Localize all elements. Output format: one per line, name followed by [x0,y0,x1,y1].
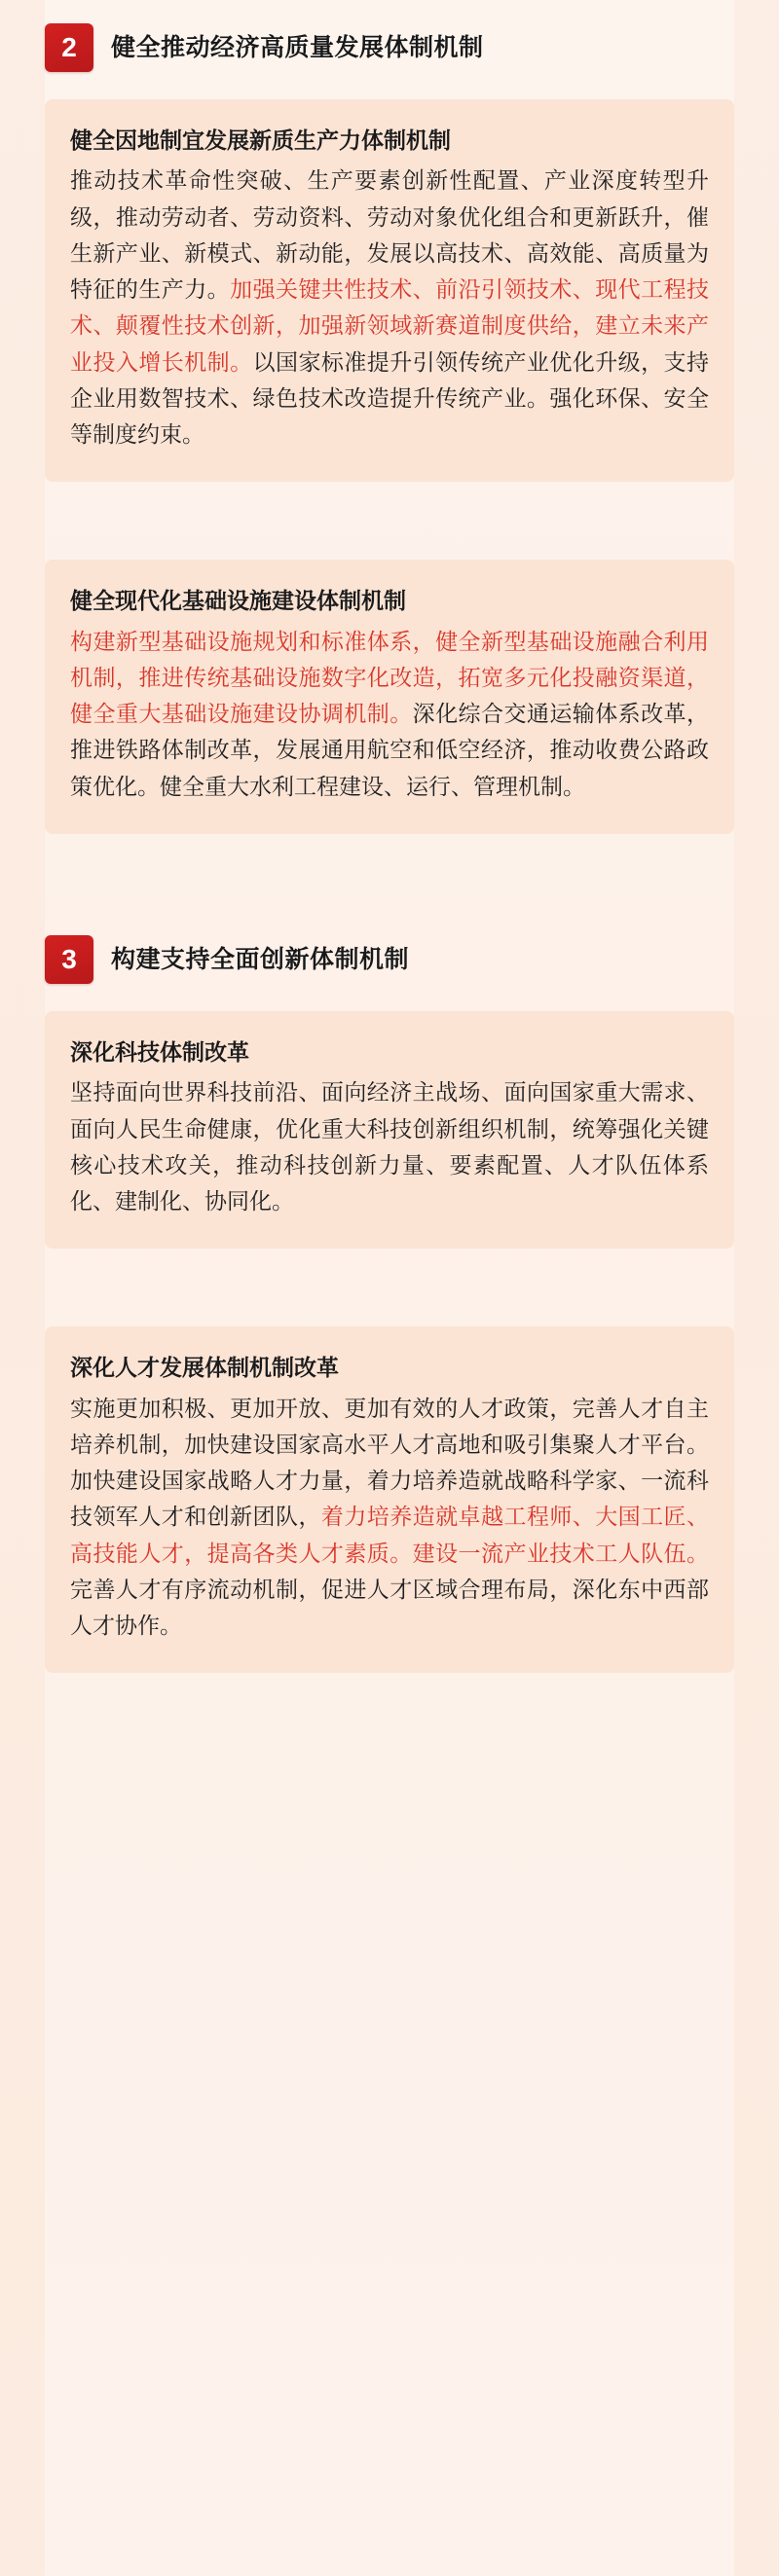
card-text-plain: 深化综合交通运输体系改革，推进铁路体制改革，发展通用航空和低空经济，推动收费公路政策优化。健全重大水利工程建设、运行、管理机制。 [70,701,710,799]
card-spacer [45,1293,734,1326]
content-card [45,99,734,482]
section-header-3 [45,925,734,984]
section-number-badge: 2 [45,23,93,72]
card-title: 健全因地制宜发展新质生产力体制机制 [70,127,451,153]
content-card [45,1011,734,1249]
card-body [70,1074,709,1219]
card-text-highlight: 加强关键共性技术、前沿引领技术、现代工程技术、颠覆性技术创新，加强新领域新赛道制度供给，建立未来产业投入增长机制。 [70,276,710,375]
card-title: 深化科技体制改革 [70,1038,249,1065]
card-text-highlight: 构建新型基础设施规划和标准体系，健全新型基础设施融合利用机制，推进传统基础设施数字化改造，拓宽多元化投融资渠道，健全重大基础设施建设协调机制。 [70,628,709,727]
section-title: 构建支持全面创新体制机制 [111,945,410,973]
card-body [70,624,709,805]
card-text-plain: 推动技术革命性突破、生产要素创新性配置、产业深度转型升级，推动劳动者、劳动资料、劳动对象优化组合和更新跃升，催生新产业、新模式、新动能，发展以高技术、高效能、高质量为特征的生产力。 [70,167,709,303]
card-body [70,163,709,453]
card-title: 深化人才发展体制机制改革 [70,1355,339,1381]
card-text-plain: 实施更加积极、更加开放、更加有效的人才政策，完善人才自主培养机制，加快建设国家高水平人才高地和吸引集聚人才平台。加快建设国家战略人才力量，着力培养造就战略科学家、一流科技领军人才和创新团队， [70,1395,709,1530]
section-spacer [45,879,734,912]
content-card [45,560,734,834]
card-text-plain: 完善人才有序流动机制，促进人才区域合理布局，深化东中西部人才协作。 [70,1576,709,1639]
card-text-plain: 坚持面向世界科技前沿、面向经济主战场、面向国家重大需求、面向人民生命健康，优化重大科技创新组织机制，统筹强化关键核心技术攻关，推动科技创新力量、要素配置、人才队伍体系化、建制化、协同化。 [70,1079,709,1215]
card-title: 健全现代化基础设施建设体制机制 [70,588,406,614]
section-header-2 [45,14,734,72]
card-text-highlight: 着力培养造就卓越工程师、大国工匠、高技能人才，提高各类人才素质。建设一流产业技术工人队伍。 [70,1504,710,1566]
card-spacer [45,526,734,560]
card-text-plain: 以国家标准提升引领传统产业优化升级，支持企业用数智技术、绿色技术改造提升传统产业。强化环保、安全等制度约束。 [70,348,710,448]
content-card [45,1326,734,1673]
card-body [70,1391,709,1645]
section-number-badge: 3 [45,935,93,984]
section-title: 健全推动经济高质量发展体制机制 [111,34,484,61]
document-content [0,14,779,1673]
